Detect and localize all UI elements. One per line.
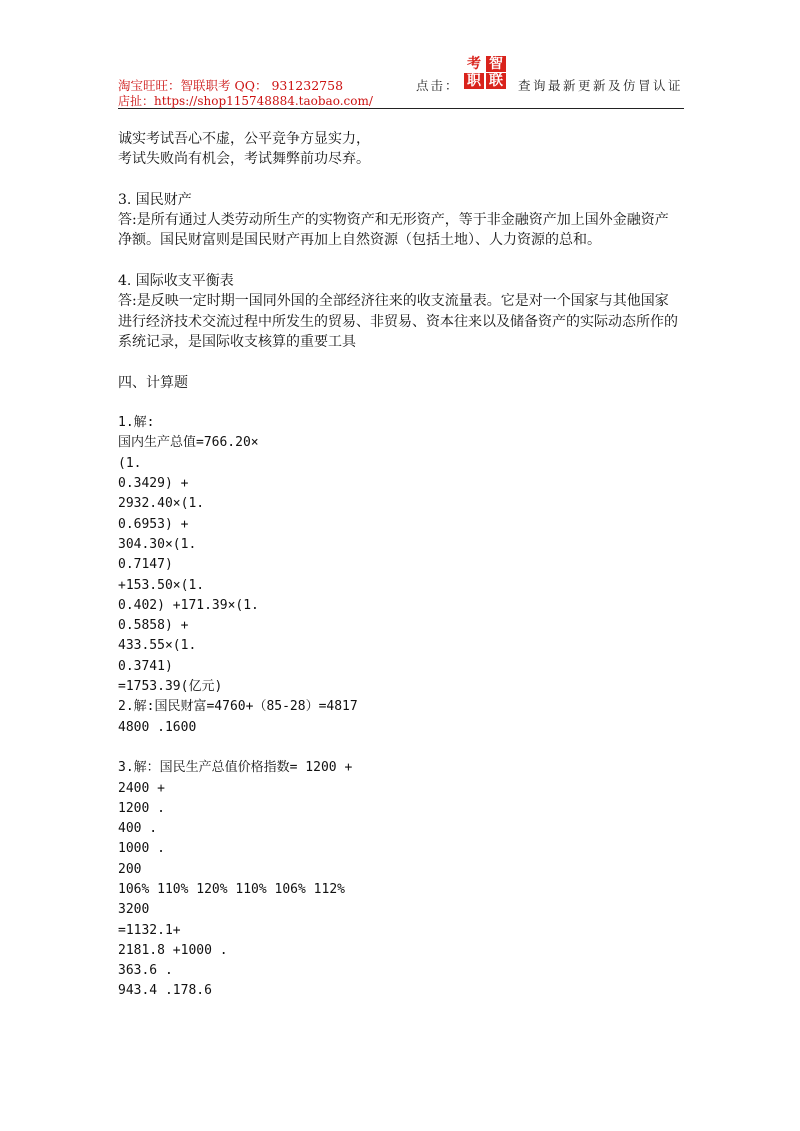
section-heading: 四、计算题 (118, 374, 188, 391)
calc3-line: 1000 . (118, 841, 165, 857)
calc3-line: 3200 (118, 902, 150, 918)
calc1-line: 0.402) +171.39×(1. (118, 597, 259, 613)
q4-answer-line: 答:是反映一定时期一国同外国的全部经济往来的收支流量表。它是对一个国家与其他国家 (118, 293, 669, 310)
calc1-line: 国内生产总值=766.20× (118, 435, 259, 451)
calc3-line: 2181.8 +1000 . (118, 942, 228, 958)
header-divider (118, 108, 684, 109)
header-shop-url[interactable]: 店扯：https://shop115748884.taobao.com/ (118, 94, 373, 108)
calc3-line: 3.解：国民生产总值价格指数= 1200 + (118, 760, 353, 776)
calc1-line: 0.3741) (118, 658, 173, 674)
calc1-line: 0.5858) + (118, 618, 189, 634)
calc1-line: (1. (118, 455, 142, 471)
brand-logo[interactable] (464, 56, 508, 90)
header-verify-link[interactable]: 查询最新更新及仿冒认证 (518, 78, 684, 93)
q3-answer-line: 净额。国民财富则是国民财产再加上自然资源（包括土地）、人力资源的总和。 (118, 232, 601, 249)
header-shop-contact: 淘宝旺旺：智联职考 QQ： 931232758 (118, 78, 344, 93)
logo-char-1: 考 (464, 56, 484, 72)
calc3-line: 2400 + (118, 780, 165, 796)
calc3-line: 200 (118, 861, 142, 877)
calc1-line: 1.解: (118, 415, 155, 431)
document-body (118, 129, 684, 1002)
motto-line: 诚实考试吾心不虚，公平竞争方显实力， (118, 131, 370, 147)
calc1-line: 0.6953) + (118, 516, 189, 532)
q4-title: 4. 国际收支平衡表 (118, 273, 234, 290)
calc2-line: 2.解:国民财富=4760+（85-28）=4817 (118, 699, 358, 715)
logo-char-4: 联 (486, 73, 506, 89)
page-header (118, 56, 684, 108)
calc3-line: 400 . (118, 821, 158, 837)
calc1-line: =1753.39(亿元) (118, 679, 223, 695)
calc3-line: =1132.1+ (118, 922, 181, 938)
header-click-label: 点击： (416, 78, 460, 93)
calc1-line: 0.3429) + (118, 476, 189, 492)
motto-line: 考试失败尚有机会，考试舞弊前功尽弃。 (118, 151, 370, 168)
calc1-line: 304.30×(1. (118, 536, 197, 552)
calc2-line: 4800 .1600 (118, 719, 197, 735)
calc3-line: 106% 110% 120% 110% 106% 112% (118, 881, 345, 897)
calc3-line: 1200 . (118, 800, 165, 816)
logo-char-3: 职 (464, 73, 484, 89)
calc1-line: +153.50×(1. (118, 577, 205, 593)
calc1-line: 2932.40×(1. (118, 496, 205, 512)
calc1-line: 0.7147) (118, 557, 173, 573)
q3-answer-line: 答:是所有通过人类劳动所生产的实物资产和无形资产，等于非金融资产加上国外金融资产 (118, 212, 669, 229)
q4-answer-line: 进行经济技术交流过程中所发生的贸易、非贸易、资本往来以及储备资产的实际动态所作的 (118, 313, 678, 330)
logo-char-2: 智 (486, 56, 506, 72)
calc1-line: 433.55×(1. (118, 638, 197, 654)
calc3-line: 363.6 . (118, 963, 173, 979)
q4-answer-line: 系统记录，是国际收支核算的重要工具 (118, 333, 356, 350)
calc3-line: 943.4 .178.6 (118, 983, 212, 999)
q3-title: 3. 国民财产 (118, 191, 192, 208)
